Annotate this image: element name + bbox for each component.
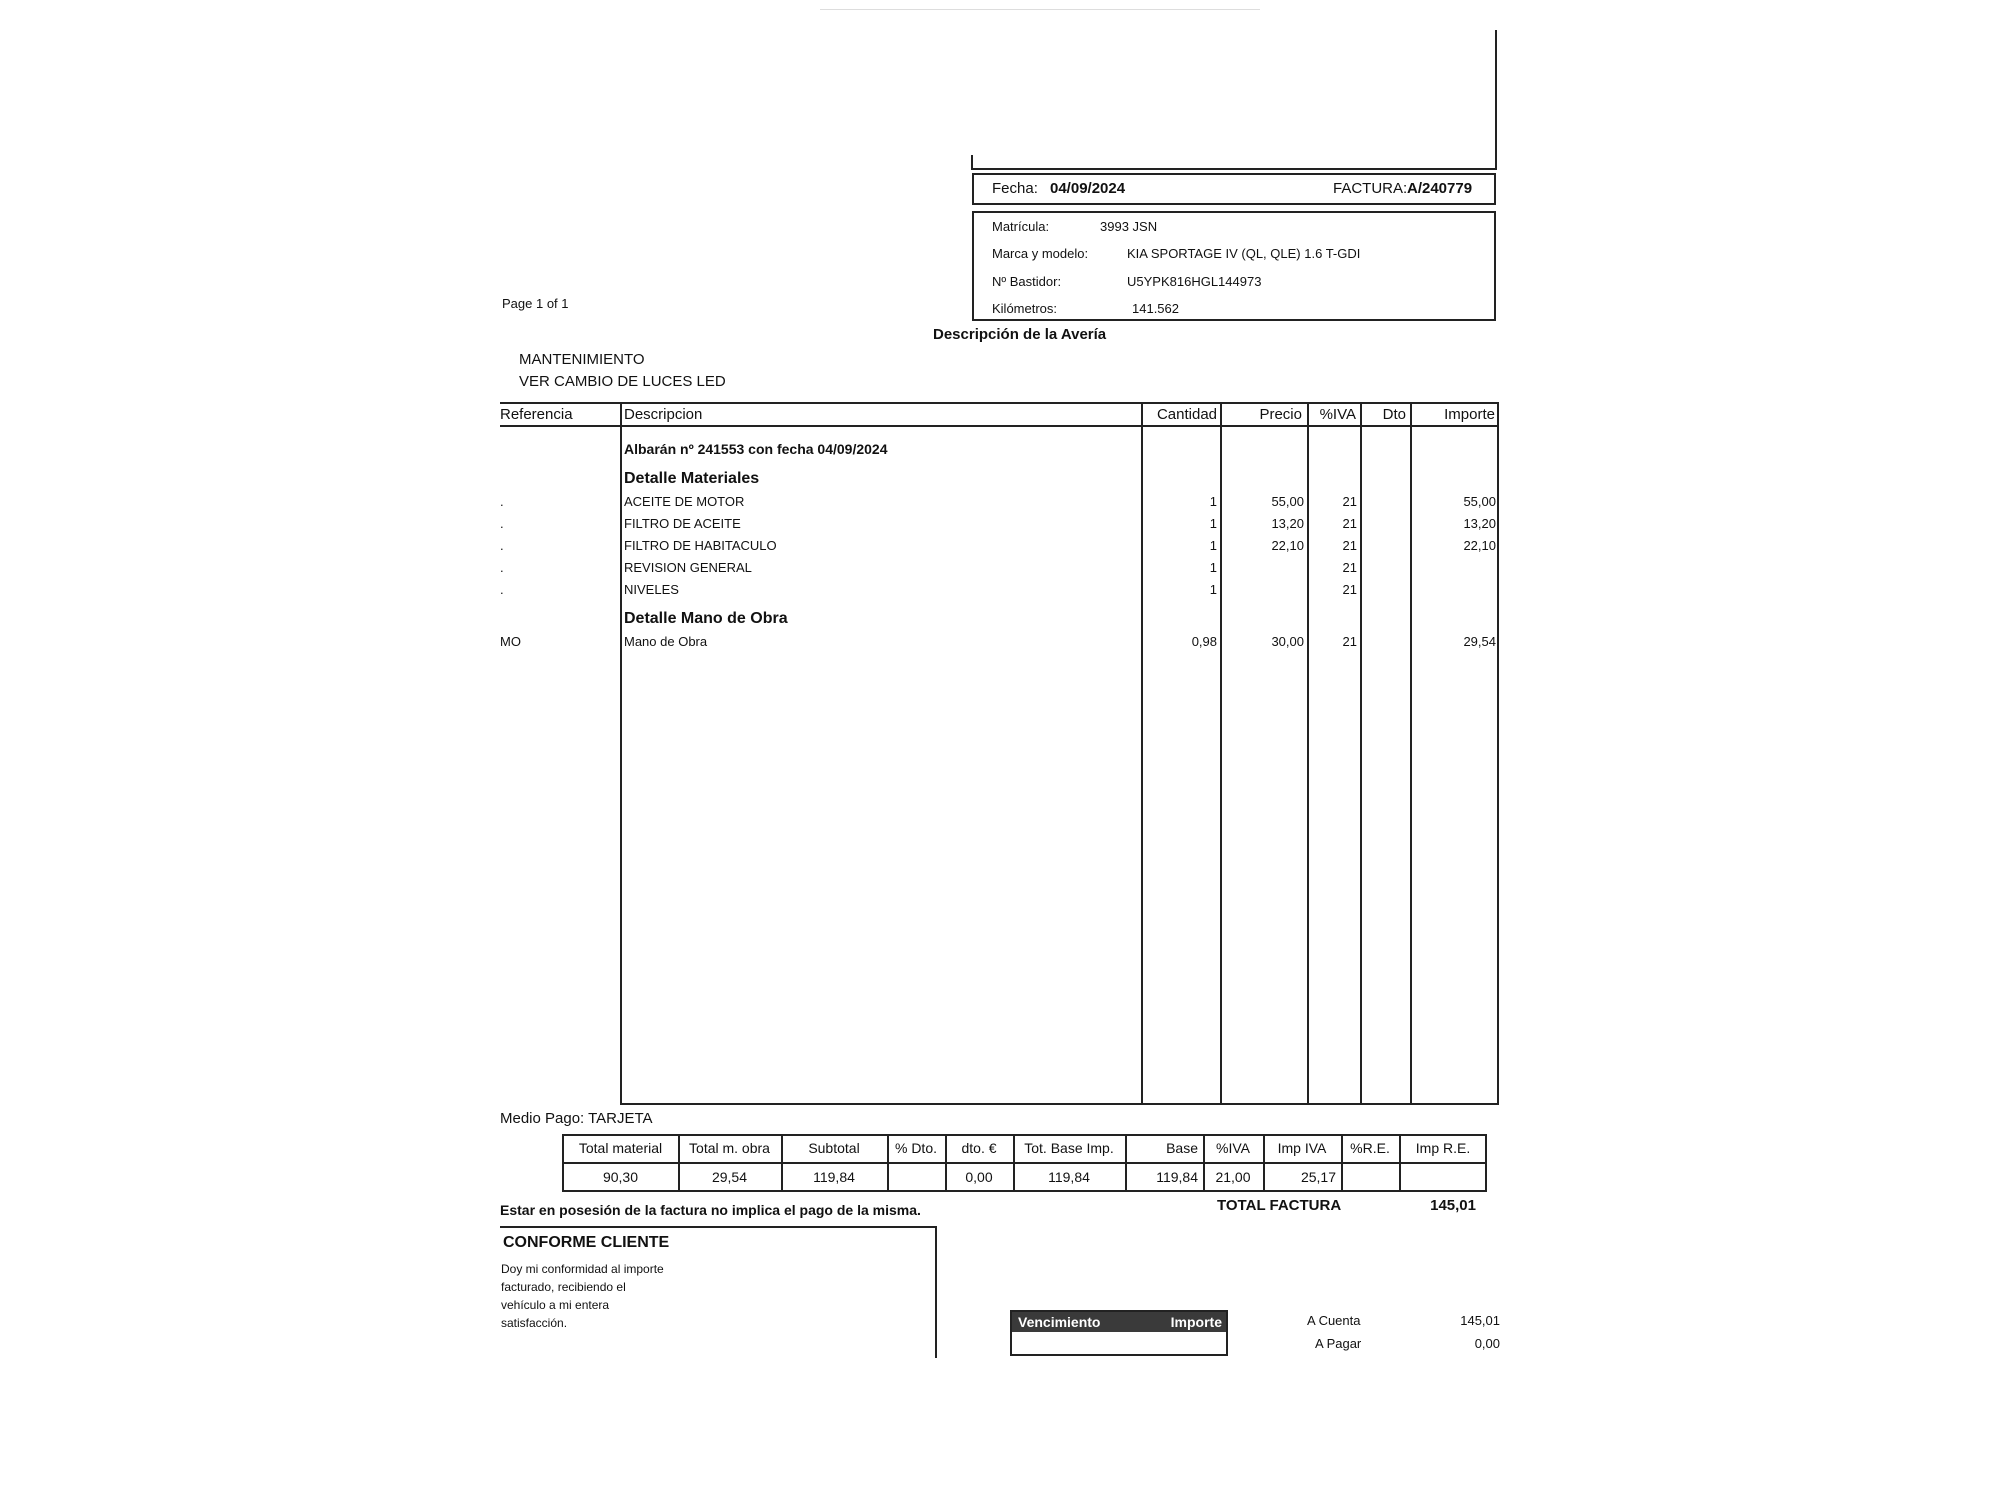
totals-divider	[1203, 1134, 1205, 1192]
conforme-top-line	[500, 1226, 936, 1228]
totals-header: % Dto.	[894, 1140, 937, 1156]
totals-header: dto. €	[961, 1140, 997, 1156]
marca-value: KIA SPORTAGE IV (QL, QLE) 1.6 T-GDI	[1127, 246, 1361, 261]
totals-value: 21,00	[1215, 1169, 1251, 1185]
table-row-ref: .	[500, 582, 504, 597]
bastidor-label: Nº Bastidor:	[992, 274, 1062, 289]
conforme-line: satisfacción.	[501, 1316, 568, 1330]
table-row-importe: 22,10	[1463, 538, 1496, 553]
table-row-ref: .	[500, 494, 504, 509]
frame-right-top	[1495, 30, 1497, 170]
table-row-desc: NIVELES	[624, 582, 679, 597]
marca-label: Marca y modelo:	[992, 246, 1089, 261]
scan-artifact-top	[820, 9, 1260, 10]
table-row-iva: 21	[1342, 582, 1357, 597]
totals-header: Total material	[578, 1140, 663, 1156]
total-factura-value: 145,01	[1430, 1197, 1476, 1214]
conforme-line: Doy mi conformidad al importe	[501, 1262, 664, 1276]
table-row-cant: 1	[1209, 538, 1217, 553]
totals-divider	[1013, 1134, 1015, 1192]
table-row-precio: 13,20	[1271, 516, 1304, 531]
header-iva: %IVA	[1319, 406, 1356, 423]
table-row-cant: 1	[1209, 560, 1217, 575]
fecha-value: 04/09/2024	[1050, 180, 1126, 197]
mano-iva: 21	[1342, 634, 1357, 649]
conforme-right-line	[935, 1226, 937, 1358]
totals-value: 119,84	[1048, 1169, 1090, 1185]
totals-header: %R.E.	[1350, 1140, 1390, 1156]
matricula-value: 3993 JSN	[1100, 219, 1158, 234]
conforme-line: facturado, recibiendo el	[501, 1280, 626, 1294]
totals-divider	[678, 1134, 680, 1192]
table-bottom-line	[620, 1103, 1499, 1105]
page-number: Page 1 of 1	[502, 296, 569, 311]
table-row-importe: 13,20	[1463, 516, 1496, 531]
albaran-line: Albarán nº 241553 con fecha 04/09/2024	[624, 441, 888, 457]
mano-cant: 0,98	[1191, 634, 1217, 649]
header-cantidad: Cantidad	[1156, 406, 1217, 423]
importe-label: Importe	[1170, 1314, 1222, 1330]
totals-value: 119,84	[1156, 1169, 1198, 1185]
table-row-desc: REVISION GENERAL	[624, 560, 752, 575]
vencimiento-label: Vencimiento	[1018, 1314, 1101, 1330]
factura-value: A/240779	[1407, 180, 1473, 197]
a-cuenta-value: 145,01	[1460, 1313, 1500, 1328]
table-row-desc: FILTRO DE HABITACULO	[624, 538, 777, 553]
table-row-iva: 21	[1342, 560, 1357, 575]
table-col-dto	[1360, 402, 1362, 1105]
totals-value: 119,84	[813, 1169, 855, 1185]
table-row-iva: 21	[1342, 516, 1357, 531]
totals-value: 0,00	[965, 1169, 993, 1185]
materiales-title: Detalle Materiales	[624, 470, 760, 487]
conforme-line: vehículo a mi entera	[501, 1298, 610, 1312]
a-pagar-label: A Pagar	[1315, 1336, 1362, 1351]
totals-header: Imp R.E.	[1415, 1140, 1471, 1156]
table-col-desc	[620, 402, 622, 1105]
table-row-iva: 21	[1342, 538, 1357, 553]
table-col-right	[1497, 402, 1499, 1105]
header-descripcion: Descripcion	[624, 406, 703, 423]
header-referencia: Referencia	[500, 406, 573, 423]
table-row-iva: 21	[1342, 494, 1357, 509]
km-value: 141.562	[1132, 301, 1179, 316]
table-row-ref: .	[500, 538, 504, 553]
totals-divider	[1341, 1134, 1343, 1192]
conforme-title: CONFORME CLIENTE	[503, 1234, 670, 1251]
table-row-cant: 1	[1209, 516, 1217, 531]
totals-divider	[1399, 1134, 1401, 1192]
a-pagar-value: 0,00	[1474, 1336, 1500, 1351]
factura-label: FACTURA:	[1333, 180, 1408, 197]
averia-line-1: MANTENIMIENTO	[519, 351, 645, 368]
bastidor-value: U5YPK816HGL144973	[1127, 274, 1262, 289]
km-label: Kilómetros:	[992, 301, 1058, 316]
totals-header: Total m. obra	[689, 1140, 770, 1156]
totals-header: %IVA	[1216, 1140, 1250, 1156]
mano-precio: 30,00	[1271, 634, 1304, 649]
mano-title: Detalle Mano de Obra	[624, 610, 788, 627]
totals-value: 25,17	[1300, 1169, 1336, 1185]
header-importe: Importe	[1444, 406, 1495, 423]
table-top-line	[500, 402, 1499, 404]
medio-pago: Medio Pago: TARJETA	[500, 1110, 653, 1127]
table-row-ref: .	[500, 560, 504, 575]
mano-desc: Mano de Obra	[624, 634, 708, 649]
table-header-line	[500, 425, 1499, 427]
table-row-desc: ACEITE DE MOTOR	[624, 494, 745, 509]
table-row-precio: 55,00	[1271, 494, 1304, 509]
table-row-precio: 22,10	[1271, 538, 1304, 553]
a-cuenta-label: A Cuenta	[1307, 1313, 1361, 1328]
disclaimer: Estar en posesión de la factura no implica el pago de la misma.	[500, 1202, 921, 1218]
totals-header: Base	[1166, 1140, 1198, 1156]
header-dto: Dto	[1382, 406, 1406, 423]
table-row-importe: 55,00	[1463, 494, 1496, 509]
totals-value: 29,54	[711, 1169, 748, 1185]
total-factura-label: TOTAL FACTURA	[1217, 1197, 1342, 1214]
mano-ref: MO	[500, 634, 521, 649]
vencimiento-header	[1012, 1312, 1226, 1332]
totals-header: Tot. Base Imp.	[1024, 1140, 1114, 1156]
averia-title: Descripción de la Avería	[933, 326, 1107, 343]
totals-divider	[1125, 1134, 1127, 1192]
totals-divider	[781, 1134, 783, 1192]
table-row-cant: 1	[1209, 582, 1217, 597]
table-row-desc: FILTRO DE ACEITE	[624, 516, 741, 531]
totals-header: Subtotal	[808, 1140, 860, 1156]
frame-bottom-top	[971, 168, 1497, 170]
conforme-text	[501, 1260, 664, 1332]
matricula-label: Matrícula:	[992, 219, 1050, 234]
averia-line-2: VER CAMBIO DE LUCES LED	[519, 373, 726, 390]
header-precio: Precio	[1259, 406, 1302, 423]
table-row-ref: .	[500, 516, 504, 531]
mano-importe: 29,54	[1463, 634, 1496, 649]
totals-header: Imp IVA	[1277, 1140, 1327, 1156]
totals-divider	[945, 1134, 947, 1192]
totals-divider	[1263, 1134, 1265, 1192]
table-row-cant: 1	[1209, 494, 1217, 509]
fecha-label: Fecha:	[992, 180, 1038, 197]
totals-value: 90,30	[602, 1169, 639, 1185]
totals-divider	[887, 1134, 889, 1192]
